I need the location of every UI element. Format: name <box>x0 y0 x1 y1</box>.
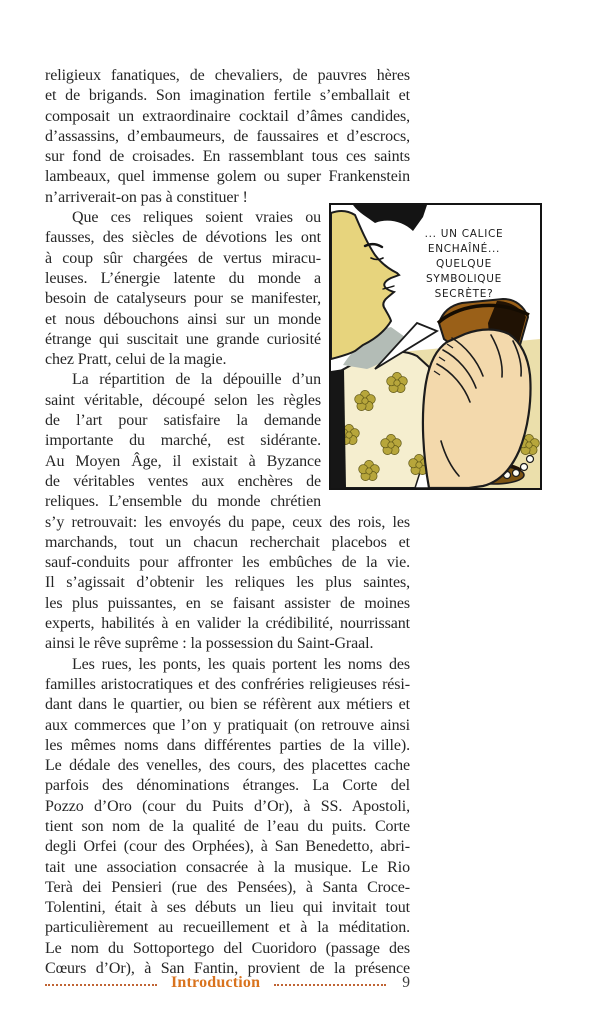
text-line: parfois des dénominations étranges. La Corte del <box>45 777 410 795</box>
text-line: d’assassins, d’embaumeurs, de faussaires et d’escrocs, <box>45 127 410 145</box>
speech-text <box>393 227 535 302</box>
text-line: degli Orfei (cour des Orphées), à San Benedetto, abri- <box>45 838 410 856</box>
text-line: Il s’agissait d’obtenir les reliques les plus saintes, <box>45 574 410 592</box>
footer <box>45 972 410 994</box>
footer-leader-right <box>274 984 386 986</box>
text-line: Le nom du Sottoportego del Cuoridoro (passage des <box>45 939 410 957</box>
text-line: religieux fanatiques, de chevaliers, de pauvres hères <box>45 67 410 84</box>
text-line: chez Pratt, celui de la magie. <box>45 351 227 369</box>
text-line: Pozzo d’Oro (cour du Puits d’Or), à SS. Apostoli, <box>45 797 410 815</box>
text-line: dant dans le quartier, ou bien se réfèrent aux métiers et <box>45 696 410 714</box>
text-line: sur fond de croisades. En rassemblant tous ces saints <box>45 148 410 166</box>
speech-line: ENCHAÎNÉ... <box>427 243 501 255</box>
text-line: Cœurs d’Or), à San Fantin, provient de la présence <box>45 960 410 978</box>
text-line: familles aristocratiques et des confréries religieuses rési- <box>45 675 410 693</box>
text-line: et de brigands. Son imagination fertile s’emballait et <box>45 87 410 105</box>
text-line: s’y retrouvait: les envoyés du pape, ceux des rois, les <box>45 513 410 531</box>
text-line: Les rues, les ponts, les quais portent les noms des <box>72 655 410 673</box>
text-line: les plus puissantes, en se faisant assister de moines <box>45 594 410 612</box>
text-line: fausses, des siècles de dévotions les ont <box>45 229 321 247</box>
text-line: marchands, tout un chacun recherchait placebos et <box>45 533 410 551</box>
text-line: et nous débouchons ainsi sur un monde <box>45 310 321 328</box>
text-line: ainsi le rêve suprême : la possession du Saint-Graal. <box>45 635 374 653</box>
paragraph <box>45 66 410 208</box>
paragraph <box>45 655 410 980</box>
footer-page-number: 9 <box>402 974 410 991</box>
text-line: reliques. L’ensemble du monde chrétien <box>45 493 321 511</box>
text-line: lambeaux, quel immense golem ou super Frankenstein <box>45 168 410 186</box>
footer-section-label: Introduction <box>171 974 261 991</box>
text-line: tient son nom de la qualité de l’eau du puits. Corte <box>45 817 410 835</box>
text-line: étrange qui suscitait une grande curiosité <box>45 330 321 348</box>
text-line: tait une association consacrée à la musique. Le Rio <box>45 858 410 876</box>
text-line: importante du marché, est sidérante. <box>45 432 321 450</box>
text-line: n’arriverait-on pas à constituer ! <box>45 188 248 206</box>
speech-line: ... UN CALICE <box>424 228 504 240</box>
speech-line: SYMBOLIQUE <box>426 273 502 285</box>
text-line: Tolentini, était à ses débuts un lieu qui invitait tout <box>45 899 410 917</box>
text-line: leuses. L’énergie latente du monde a <box>45 269 321 287</box>
text-line: à coup sûr chargées de vertus miracu- <box>45 249 321 267</box>
text-line: saint véritable, découpé selon les règles <box>45 391 321 409</box>
comic-panel <box>329 203 542 490</box>
text-line: La répartition de la dépouille d’un <box>72 371 321 389</box>
footer-leader-left <box>45 984 157 986</box>
text-line: les mêmes noms dans différentes parties de la ville). <box>45 736 410 754</box>
text-line: sauf-conduits pour affronter les embûches de la vie. <box>45 554 410 572</box>
text-line: Au Moyen Âge, il existait à Byzance <box>45 452 321 470</box>
text-line: composait un extraordinaire cocktail d’âmes candides, <box>45 107 410 125</box>
text-line: aux commerces que l’on y pratiquait (on retrouve ainsi <box>45 716 410 734</box>
text-line: Le dédale des venelles, des cours, des placettes cache <box>45 757 410 775</box>
text-line: Terà dei Pensieri (rue des Pensées), à Santa Croce- <box>45 878 410 896</box>
speech-line: QUELQUE <box>436 258 492 270</box>
text-line: de l’art pour satisfaire la demande <box>45 412 321 430</box>
text-line: de véritables ventes aux enchères de <box>45 472 321 490</box>
text-line: experts, habilités à en valider la crédibilité, nourrissant <box>45 615 410 633</box>
text-line: Que ces reliques soient vraies ou <box>72 209 321 227</box>
speech-line: SECRÈTE? <box>434 288 494 300</box>
text-line: particulièrement au recueillement et à la méditation. <box>45 919 410 937</box>
text-line: besoin de catalyseurs pour se manifester, <box>45 290 321 308</box>
